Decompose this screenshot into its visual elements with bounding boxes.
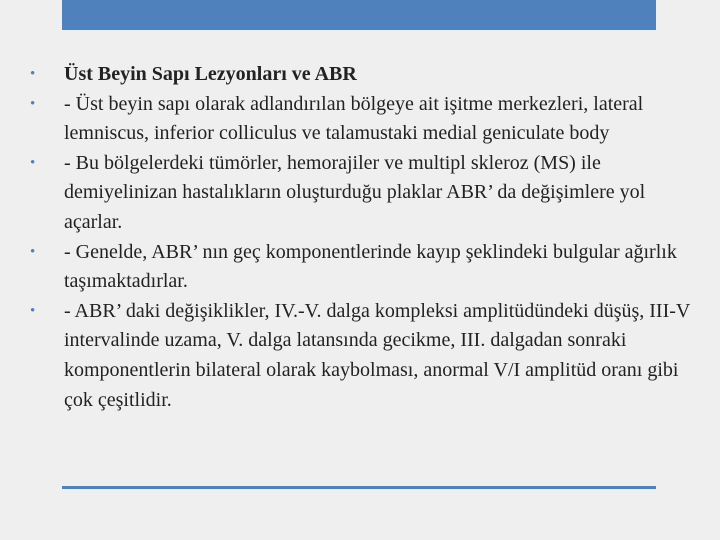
bullet-dot-icon: • (30, 302, 36, 319)
bullet-dot-icon: • (30, 154, 36, 171)
bullet-dot-icon: • (30, 66, 36, 82)
bullet-text: - Üst beyin sapı olarak adlandırılan bölgeye ait işitme merkezleri, lateral lemniscus, inferior colliculus ve talamustaki medial geniculate body (64, 92, 644, 145)
bullet-dot-icon: • (30, 95, 36, 112)
title-bar (62, 0, 656, 30)
bullet-item (30, 238, 690, 297)
bullet-item (30, 297, 690, 415)
bullet-text: - Bu bölgelerdeki tümörler, hemorajiler ve multipl skleroz (MS) ile demiyelinizan hastalıkların oluşturduğu plaklar ABR’ da değişimlere yol açarlar. (64, 151, 646, 233)
bottom-divider (62, 486, 656, 489)
bullet-item (30, 149, 690, 238)
bullet-list (30, 60, 690, 415)
bullet-text: - Genelde, ABR’ nın geç komponentlerinde kayıp şeklindeki bulgular ağırlık taşımaktadırlar. (64, 240, 677, 293)
bullet-item-heading (30, 60, 690, 90)
bullet-text: Üst Beyin Sapı Lezyonları ve ABR (64, 63, 357, 85)
bullet-item (30, 90, 690, 149)
bullet-text: - ABR’ daki değişiklikler, IV.-V. dalga kompleksi amplitüdündeki düşüş, III-V intervalinde uzama, V. dalga latansında gecikme, III. dalgadan sonraki komponentlerin bilateral olarak kaybolması, anormal V/I amplitüd oranı gibi çok çeşitlidir. (64, 299, 690, 411)
bullet-dot-icon: • (30, 243, 36, 260)
